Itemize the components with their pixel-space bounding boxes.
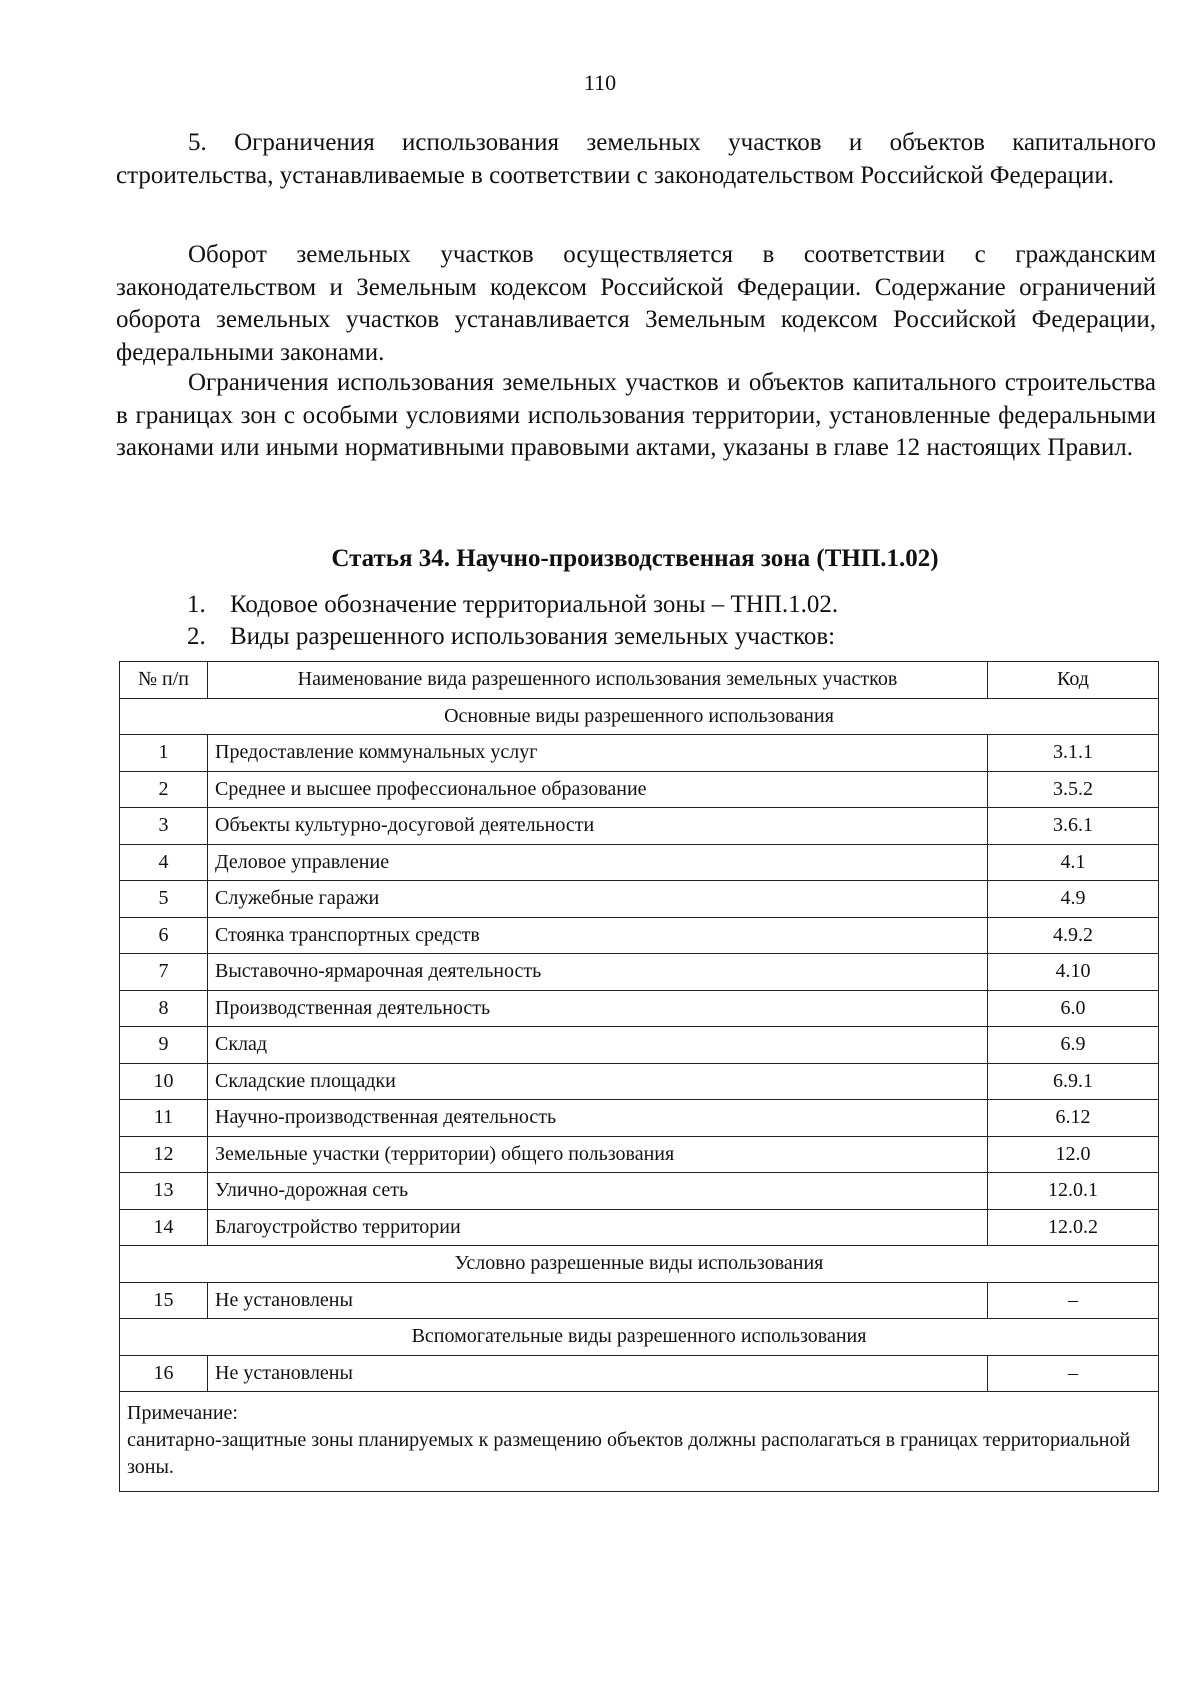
table-row bbox=[120, 735, 1159, 772]
cell-num: 10 bbox=[120, 1063, 208, 1100]
paragraph-restrictions-federal bbox=[116, 127, 1156, 192]
cell-code: 12.0.1 bbox=[988, 1173, 1159, 1210]
table-row bbox=[120, 1209, 1159, 1246]
section-title: Условно разрешенные виды использования bbox=[120, 1246, 1159, 1283]
cell-name: Улично-дорожная сеть bbox=[208, 1173, 988, 1210]
cell-num: 11 bbox=[120, 1100, 208, 1137]
cell-name: Среднее и высшее профессиональное образование bbox=[208, 771, 988, 808]
cell-num: 8 bbox=[120, 990, 208, 1027]
table-row bbox=[120, 808, 1159, 845]
table-section-row bbox=[120, 698, 1159, 735]
paragraph-text: Оборот земельных участков осуществляется в соответствии с гражданским законодательством и Земельным кодексом Российской Федерации. Содержание ограничений оборота земельных участков устанавливается Земельным кодексом Российской Федерации, федеральными законами. bbox=[116, 241, 1156, 366]
table-row bbox=[120, 1355, 1159, 1392]
table-row bbox=[120, 844, 1159, 881]
cell-num: 7 bbox=[120, 954, 208, 991]
cell-name: Научно-производственная деятельность bbox=[208, 1100, 988, 1137]
cell-num: 4 bbox=[120, 844, 208, 881]
note-text: санитарно-защитные зоны планируемых к размещению объектов должны располагаться в границах территориальной зоны. bbox=[127, 1429, 1131, 1478]
cell-num: 6 bbox=[120, 917, 208, 954]
paragraph-land-turnover bbox=[116, 239, 1156, 369]
cell-code: 6.9 bbox=[988, 1027, 1159, 1064]
cell-num: 16 bbox=[120, 1355, 208, 1392]
item-text: Виды разрешенного использования земельных участков: bbox=[230, 623, 836, 650]
cell-name: Склад bbox=[208, 1027, 988, 1064]
cell-code: 6.9.1 bbox=[988, 1063, 1159, 1100]
cell-num: 12 bbox=[120, 1136, 208, 1173]
cell-code: 12.0.2 bbox=[988, 1209, 1159, 1246]
cell-code: 3.6.1 bbox=[988, 808, 1159, 845]
table-note-row bbox=[120, 1392, 1159, 1492]
table-section-row bbox=[120, 1246, 1159, 1283]
note-label: Примечание: bbox=[127, 1402, 238, 1424]
paragraph-special-zones bbox=[116, 367, 1156, 465]
cell-name: Объекты культурно-досуговой деятельности bbox=[208, 808, 988, 845]
cell-code: 4.10 bbox=[988, 954, 1159, 991]
table-note bbox=[120, 1392, 1159, 1492]
cell-name: Благоустройство территории bbox=[208, 1209, 988, 1246]
cell-name: Не установлены bbox=[208, 1355, 988, 1392]
cell-num: 1 bbox=[120, 735, 208, 772]
cell-name: Земельные участки (территории) общего пользования bbox=[208, 1136, 988, 1173]
section-title: Основные виды разрешенного использования bbox=[120, 698, 1159, 735]
table-row bbox=[120, 1100, 1159, 1137]
cell-name: Складские площадки bbox=[208, 1063, 988, 1100]
item-number: 1. bbox=[187, 591, 206, 618]
header-code: Код bbox=[988, 662, 1159, 699]
table-row bbox=[120, 1173, 1159, 1210]
table-section-row bbox=[120, 1319, 1159, 1356]
table-row bbox=[120, 990, 1159, 1027]
numbered-item-land-uses bbox=[187, 621, 835, 653]
cell-num: 5 bbox=[120, 881, 208, 918]
cell-name: Производственная деятельность bbox=[208, 990, 988, 1027]
table-row bbox=[120, 1027, 1159, 1064]
cell-name: Выставочно-ярмарочная деятельность bbox=[208, 954, 988, 991]
cell-code: – bbox=[988, 1355, 1159, 1392]
table-row bbox=[120, 954, 1159, 991]
cell-num: 15 bbox=[120, 1282, 208, 1319]
cell-name: Предоставление коммунальных услуг bbox=[208, 735, 988, 772]
cell-num: 3 bbox=[120, 808, 208, 845]
table-row bbox=[120, 917, 1159, 954]
cell-name: Стоянка транспортных средств bbox=[208, 917, 988, 954]
cell-code: 4.9.2 bbox=[988, 917, 1159, 954]
cell-num: 9 bbox=[120, 1027, 208, 1064]
numbered-item-zone-code bbox=[187, 589, 838, 621]
land-use-table bbox=[119, 661, 1159, 1492]
table-row bbox=[120, 1282, 1159, 1319]
table-row bbox=[120, 1136, 1159, 1173]
table-row bbox=[120, 881, 1159, 918]
page-number: 110 bbox=[583, 70, 617, 95]
header-num: № п/п bbox=[120, 662, 208, 699]
cell-num: 14 bbox=[120, 1209, 208, 1246]
table-body bbox=[120, 698, 1159, 1492]
item-number: 2. bbox=[187, 623, 206, 650]
cell-code: 3.5.2 bbox=[988, 771, 1159, 808]
cell-code: 3.1.1 bbox=[988, 735, 1159, 772]
paragraph-text: Ограничения использования земельных участков и объектов капитального строительства в границах зон с особыми условиями использования территории, установленные федеральными законами или иными нормативными правовыми актами, указаны в главе 12 настоящих Правил. bbox=[116, 369, 1156, 461]
table-row bbox=[120, 771, 1159, 808]
cell-code: 12.0 bbox=[988, 1136, 1159, 1173]
item-text: Кодовое обозначение территориальной зоны – ТНП.1.02. bbox=[230, 591, 839, 618]
cell-name: Служебные гаражи bbox=[208, 881, 988, 918]
cell-code: 6.12 bbox=[988, 1100, 1159, 1137]
cell-name: Не установлены bbox=[208, 1282, 988, 1319]
table-header-row bbox=[120, 662, 1159, 699]
table-row bbox=[120, 1063, 1159, 1100]
cell-name: Деловое управление bbox=[208, 844, 988, 881]
header-name: Наименование вида разрешенного использования земельных участков bbox=[208, 662, 988, 699]
cell-num: 13 bbox=[120, 1173, 208, 1210]
cell-code: 4.9 bbox=[988, 881, 1159, 918]
paragraph-text: 5. Ограничения использования земельных участков и объектов капитального строительства, устанавливаемые в соответствии с законодательством Российской Федерации. bbox=[116, 129, 1156, 189]
article-heading: Статья 34. Научно-производственная зона (ТНП.1.02) bbox=[331, 545, 939, 572]
cell-code: – bbox=[988, 1282, 1159, 1319]
cell-num: 2 bbox=[120, 771, 208, 808]
cell-code: 4.1 bbox=[988, 844, 1159, 881]
cell-code: 6.0 bbox=[988, 990, 1159, 1027]
section-title: Вспомогательные виды разрешенного использования bbox=[120, 1319, 1159, 1356]
